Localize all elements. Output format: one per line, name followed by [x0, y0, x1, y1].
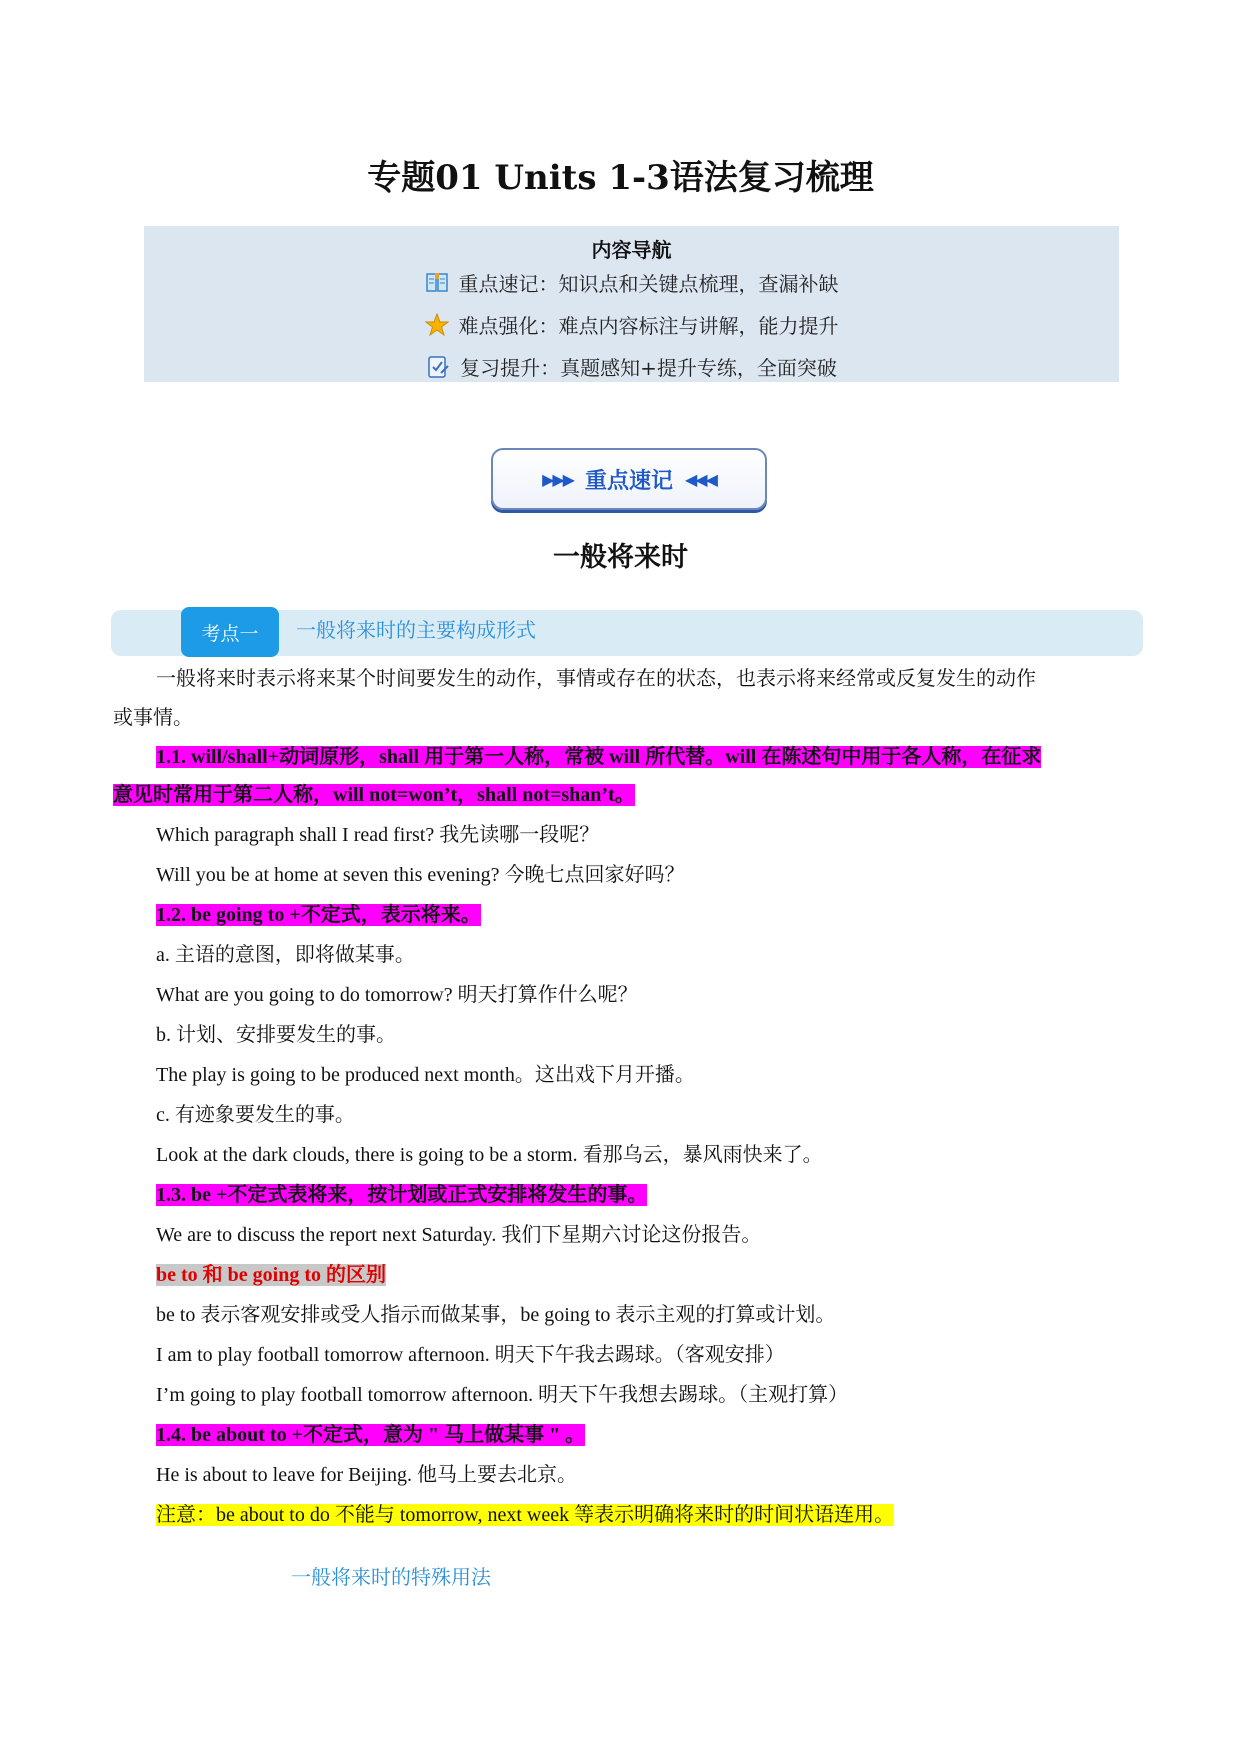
rule-1-1-line-1: 1.1. will/shall+动词原形，shall 用于第一人称，常被 will 所代替。will 在陈述句中用于各人称，在征求	[156, 746, 1042, 768]
point-title: 一般将来时的主要构成形式	[296, 618, 536, 642]
example-line: The play is going to be produced next month。这出戏下月开播。	[156, 1064, 695, 1086]
rule-1-2: 1.2. be going to +不定式，表示将来。	[156, 904, 481, 926]
section-badge	[491, 448, 767, 510]
book-icon	[425, 271, 449, 295]
example-line: Which paragraph shall I read first? 我先读哪一段呢？	[156, 824, 600, 846]
example-line: He is about to leave for Beijing. 他马上要去北京。	[156, 1464, 578, 1486]
item-b: b. 计划、安排要发生的事。	[156, 1024, 396, 1046]
rule-1-4: 1.4. be about to +不定式，意为 " 马上做某事 " 。	[156, 1424, 586, 1446]
nav-heading: 内容导航	[591, 238, 672, 262]
note-line: 注意：be about to do 不能与 tomorrow, next week 等表示明确将来时的时间状语连用。	[156, 1504, 895, 1526]
example-line: We are to discuss the report next Saturday. 我们下星期六讨论这份报告。	[156, 1224, 762, 1246]
nav-row-difficulties	[144, 310, 1119, 339]
rule-1-1-line-2: 意见时常用于第二人称，will not=won’t，shall not=shan’t。	[113, 784, 635, 806]
right-arrows-icon: ▶▶▶	[542, 469, 573, 489]
example-line: Look at the dark clouds, there is going to be a storm. 看那乌云，暴风雨快来了。	[156, 1144, 823, 1166]
nav-row-text: 难点强化：难点内容标注与讲解，能力提升	[458, 314, 839, 338]
example-line: What are you going to do tomorrow? 明天打算作什么呢？	[156, 984, 638, 1006]
nav-row-review	[144, 352, 1119, 381]
item-a: a. 主语的意图，即将做某事。	[156, 944, 415, 966]
difference-title: be to 和 be going to 的区别	[156, 1264, 386, 1286]
document-title: 专题01 Units 1-3语法复习梳理	[367, 158, 874, 198]
difference-text: be to 表示客观安排或受人指示而做某事，be going to 表示主观的打算或计划。	[156, 1304, 836, 1326]
nav-row-text: 复习提升：真题感知+提升专练，全面突破	[460, 356, 837, 380]
section-subheading: 一般将来时	[553, 542, 688, 573]
item-c: c. 有迹象要发生的事。	[156, 1104, 355, 1126]
example-line: Will you be at home at seven this evening? 今晚七点回家好吗？	[156, 864, 685, 886]
nav-row-key-points	[144, 268, 1119, 297]
intro-line-1: 一般将来时表示将来某个时间要发生的动作，事情或存在的状态，也表示将来经常或反复发生的动作	[156, 668, 1036, 690]
checklist-icon	[426, 355, 450, 379]
example-line: I’m going to play football tomorrow afternoon. 明天下午我想去踢球。（主观打算）	[156, 1384, 849, 1406]
example-line: I am to play football tomorrow afternoon. 明天下午我去踢球。（客观安排）	[156, 1344, 785, 1366]
intro-line-2: 或事情。	[113, 707, 193, 729]
rule-1-3: 1.3. be +不定式表将来，按计划或正式安排将发生的事。	[156, 1184, 648, 1206]
nav-row-text: 重点速记：知识点和关键点梳理，查漏补缺	[458, 272, 839, 296]
content-navigation-box	[144, 226, 1119, 382]
left-arrows-icon: ◀◀◀	[685, 469, 716, 489]
star-icon	[425, 313, 449, 337]
point-2-title: 一般将来时的特殊用法	[291, 1565, 491, 1589]
point-tag: 考点一	[181, 607, 279, 657]
badge-label: 重点速记	[584, 468, 673, 494]
